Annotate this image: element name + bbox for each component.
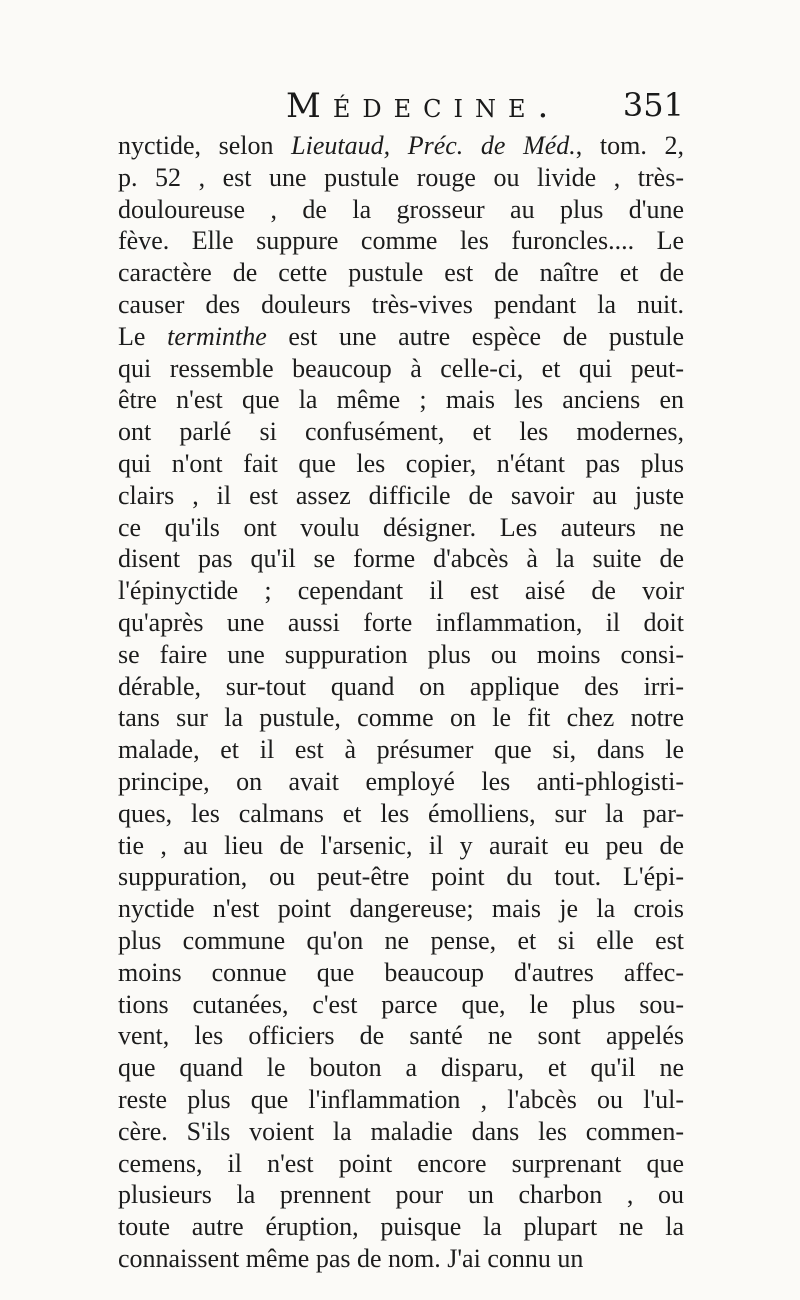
text-line: ques, les calmans et les émolliens, sur la par- bbox=[118, 798, 684, 828]
text-line: reste plus que l'inflammation , l'abcès ou l'ul- bbox=[118, 1084, 684, 1114]
text-line: principe, on avait employé les anti-phlogisti- bbox=[118, 766, 684, 796]
text-line: nyctide n'est point dangereuse; mais je la crois bbox=[118, 894, 684, 924]
page-number: 351 bbox=[622, 86, 684, 124]
text-line: tans sur la pustule, comme on le fit chez notre bbox=[118, 703, 684, 733]
running-title: Médecine. bbox=[286, 86, 561, 126]
text-line: qu'après une aussi forte inflammation, il doit bbox=[118, 607, 684, 637]
text-line: douloureuse , de la grosseur au plus d'une bbox=[118, 194, 684, 224]
text-line: cemens, il n'est point encore surprenant que bbox=[118, 1148, 684, 1178]
text-line: Le terminthe est une autre espèce de pustule bbox=[118, 321, 684, 351]
text-line: se faire une suppuration plus ou moins consi- bbox=[118, 639, 684, 669]
text-line: connaissent même pas de nom. J'ai connu un bbox=[118, 1243, 584, 1273]
text-line: ce qu'ils ont voulu désigner. Les auteurs ne bbox=[118, 512, 684, 542]
text-line: fève. Elle suppure comme les furoncles.... Le bbox=[118, 226, 684, 256]
text-line: tions cutanées, c'est parce que, le plus sou- bbox=[118, 989, 684, 1019]
text-line: caractère de cette pustule est de naître et de bbox=[118, 258, 684, 288]
text-line: que quand le bouton a disparu, et qu'il ne bbox=[118, 1053, 684, 1083]
text-line: plus commune qu'on ne pense, et si elle est bbox=[118, 925, 684, 955]
italic-span: terminthe bbox=[167, 321, 267, 351]
text-line: qui ressemble beaucoup à celle-ci, et qui peut- bbox=[118, 353, 684, 383]
italic-span: Lieutaud, Préc. de Méd. bbox=[291, 131, 576, 160]
text-line: plusieurs la prennent pour un charbon , ou bbox=[118, 1180, 684, 1210]
text-line: être n'est que la même ; mais les anciens en bbox=[118, 385, 684, 415]
body-text bbox=[118, 130, 684, 1275]
text-line: dérable, sur-tout quand on applique des irri- bbox=[118, 671, 684, 701]
text-line: qui n'ont fait que les copier, n'étant pas plus bbox=[118, 448, 684, 478]
text-line: cère. S'ils voient la maladie dans les commen- bbox=[118, 1116, 684, 1146]
text-line: ont parlé si confusément, et les modernes, bbox=[118, 417, 684, 447]
text-line: moins connue que beaucoup d'autres affec- bbox=[118, 957, 684, 987]
text-line: nyctide, selon Lieutaud, Préc. de Méd., tom. 2, bbox=[118, 131, 684, 160]
text-line: l'épinyctide ; cependant il est aisé de voir bbox=[118, 576, 684, 606]
text-line: clairs , il est assez difficile de savoir au juste bbox=[118, 480, 684, 510]
text-line: malade, et il est à présumer que si, dans le bbox=[118, 735, 684, 765]
text-line: disent pas qu'il se forme d'abcès à la suite de bbox=[118, 544, 684, 574]
text-line: causer des douleurs très-vives pendant la nuit. bbox=[118, 289, 684, 319]
text-line: tie , au lieu de l'arsenic, il y aurait eu peu de bbox=[118, 830, 684, 860]
text-line: toute autre éruption, puisque la plupart ne la bbox=[118, 1212, 684, 1242]
text-line: suppuration, ou peut-être point du tout. L'épi- bbox=[118, 862, 684, 892]
text-line: vent, les officiers de santé ne sont appelés bbox=[118, 1021, 684, 1051]
page-header bbox=[118, 86, 684, 134]
text-line: p. 52 , est une pustule rouge ou livide , très- bbox=[118, 162, 684, 192]
